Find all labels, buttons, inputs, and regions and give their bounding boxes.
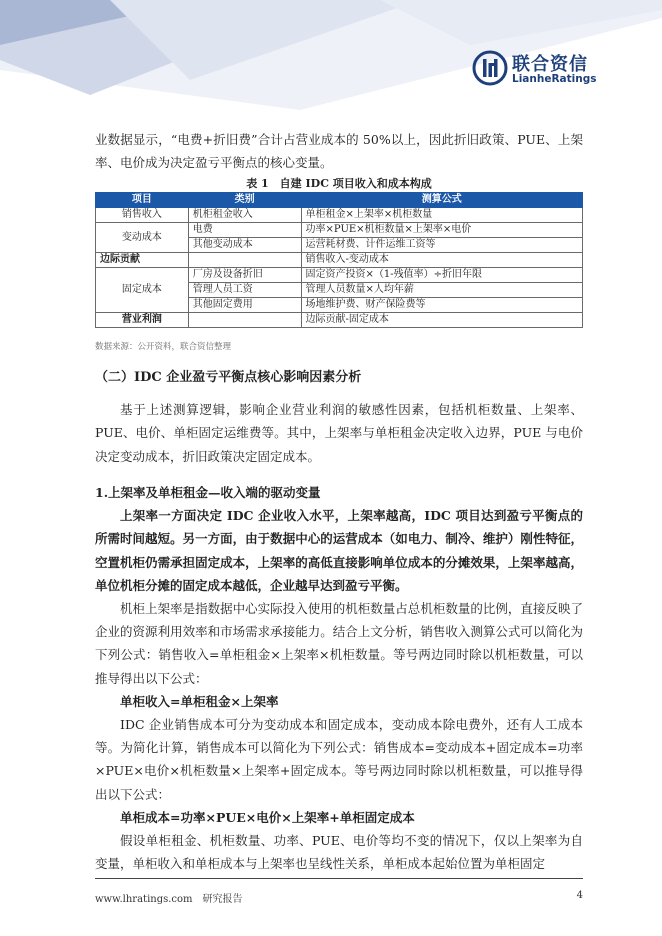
section-3-paragraph: 假设单柜租金、机柜数量、功率、PUE、电价等均不变的情况下，仅以上架率为自变量，单柜收入和单柜成本与上架率也呈线性关系，单柜成本起始位置为单柜固定 <box>95 833 583 872</box>
cell-formula: 管理人员数量×人均年薪 <box>301 283 582 298</box>
cell-formula: 固定资产投资×（1-残值率）÷折旧年限 <box>301 268 582 283</box>
footer-website: www.lhratings.com 研究报告 <box>95 894 243 905</box>
company-logo <box>472 50 612 90</box>
cell-formula: 运营耗材费、计件运维工资等 <box>301 238 582 253</box>
header-item: 项目 <box>96 193 189 208</box>
table-header-row <box>96 193 583 208</box>
section-3-paragraph: IDC 企业销售成本可分为变动成本和固定成本，变动成本除电费外，还有人工成本等。为简化计算，销售成本可以简化为下列公式：销售成本=变动成本+固定成本=功率×PUE×电价×机柜数量×上架率+固定成本。等号两边同时除以机柜数量，可以推导得出以下公式： <box>95 717 583 802</box>
cell-item: 固定成本 <box>96 268 189 313</box>
table-row <box>96 268 583 283</box>
cell-item: 变动成本 <box>96 223 189 253</box>
table-row <box>96 208 583 223</box>
section-3-paragraph: 机柜上架率是指数据中心实际投入使用的机柜数量占总机柜数量的比例，直接反映了企业的资源利用效率和市场需求承接能力。结合上文分析，销售收入测算公式可以简化为下列公式：销售收入=单柜租金×上架率×机柜数量。等号两边同时除以机柜数量，可以推导得出以下公式： <box>95 601 583 686</box>
section-3-heading: 1.上架率及单柜租金—收入端的驱动变量 <box>95 485 321 500</box>
cell-category: 电费 <box>188 223 301 238</box>
formula-unit-cost: 单柜成本=功率×PUE×电价×上架率+单柜固定成本 <box>120 809 415 825</box>
cell-formula: 销售收入-变动成本 <box>301 253 582 268</box>
cell-formula: 单柜租金×上架率×机柜数量 <box>301 208 582 223</box>
cell-item: 销售收入 <box>96 208 189 223</box>
logo-chinese-name: 联合资信 <box>512 54 588 75</box>
cell-category <box>188 313 301 328</box>
section-2-paragraph: 基于上述测算逻辑，影响企业营业利润的敏感性因素，包括机柜数量、上架率、PUE、电价、单柜固定运维费等。其中，上架率与单柜租金决定收入边界，PUE 与电价决定变动成本，折旧政策决定固定成本。 <box>95 402 583 464</box>
section-3-bold-paragraph: 上架率一方面决定 IDC 企业收入水平，上架率越高，IDC 项目达到盈亏平衡点的所需时间越短。另一方面，由于数据中心的运营成本（如电力、制冷、维护）刚性特征，空置机柜仍需承担固定成本，上架率的高低直接影响单位成本的分摊效果，上架率越高，单位机柜分摊的固定成本越低，企业越早达到盈亏平衡。 <box>95 508 583 593</box>
cell-category: 机柜租金收入 <box>188 208 301 223</box>
cell-formula: 场地维护费、财产保险费等 <box>301 298 582 313</box>
idc-cost-table <box>95 192 583 328</box>
cell-category: 厂房及设备折旧 <box>188 268 301 283</box>
section-2 <box>95 366 583 468</box>
cell-category <box>188 253 301 268</box>
table-source-note: 数据来源：公开资料，联合资信整理 <box>95 342 232 352</box>
cell-item: 边际贡献 <box>96 253 189 268</box>
table-row <box>96 253 583 268</box>
cell-category: 管理人员工资 <box>188 283 301 298</box>
page-number: 4 <box>576 890 583 901</box>
table-title: 表 1 自建 IDC 项目收入和成本构成 <box>246 177 432 190</box>
cell-category: 其他变动成本 <box>188 238 301 253</box>
table-row <box>96 223 583 238</box>
logo-english-name: LianheRatings <box>512 73 597 85</box>
footer-divider <box>95 878 583 879</box>
cell-category: 其他固定费用 <box>188 298 301 313</box>
header-category: 类别 <box>188 193 301 208</box>
intro-paragraph <box>95 128 583 174</box>
cell-formula: 功率×PUE×机柜数量×上架率×电价 <box>301 223 582 238</box>
header-formula: 测算公式 <box>301 193 582 208</box>
intro-text: 业数据显示，“电费+折旧费”合计占营业成本的 50%以上，因此折旧政策、PUE、上架率、电价成为决定盈亏平衡点的核心变量。 <box>95 132 583 171</box>
table-row <box>96 313 583 328</box>
cell-formula: 边际贡献-固定成本 <box>301 313 582 328</box>
lianhe-logo-icon <box>472 50 508 86</box>
formula-unit-revenue: 单柜收入=单柜租金×上架率 <box>120 693 279 709</box>
section-2-heading: （二）IDC 企业盈亏平衡点核心影响因素分析 <box>95 370 362 385</box>
section-3 <box>95 481 583 875</box>
cell-item: 营业利润 <box>96 313 189 328</box>
